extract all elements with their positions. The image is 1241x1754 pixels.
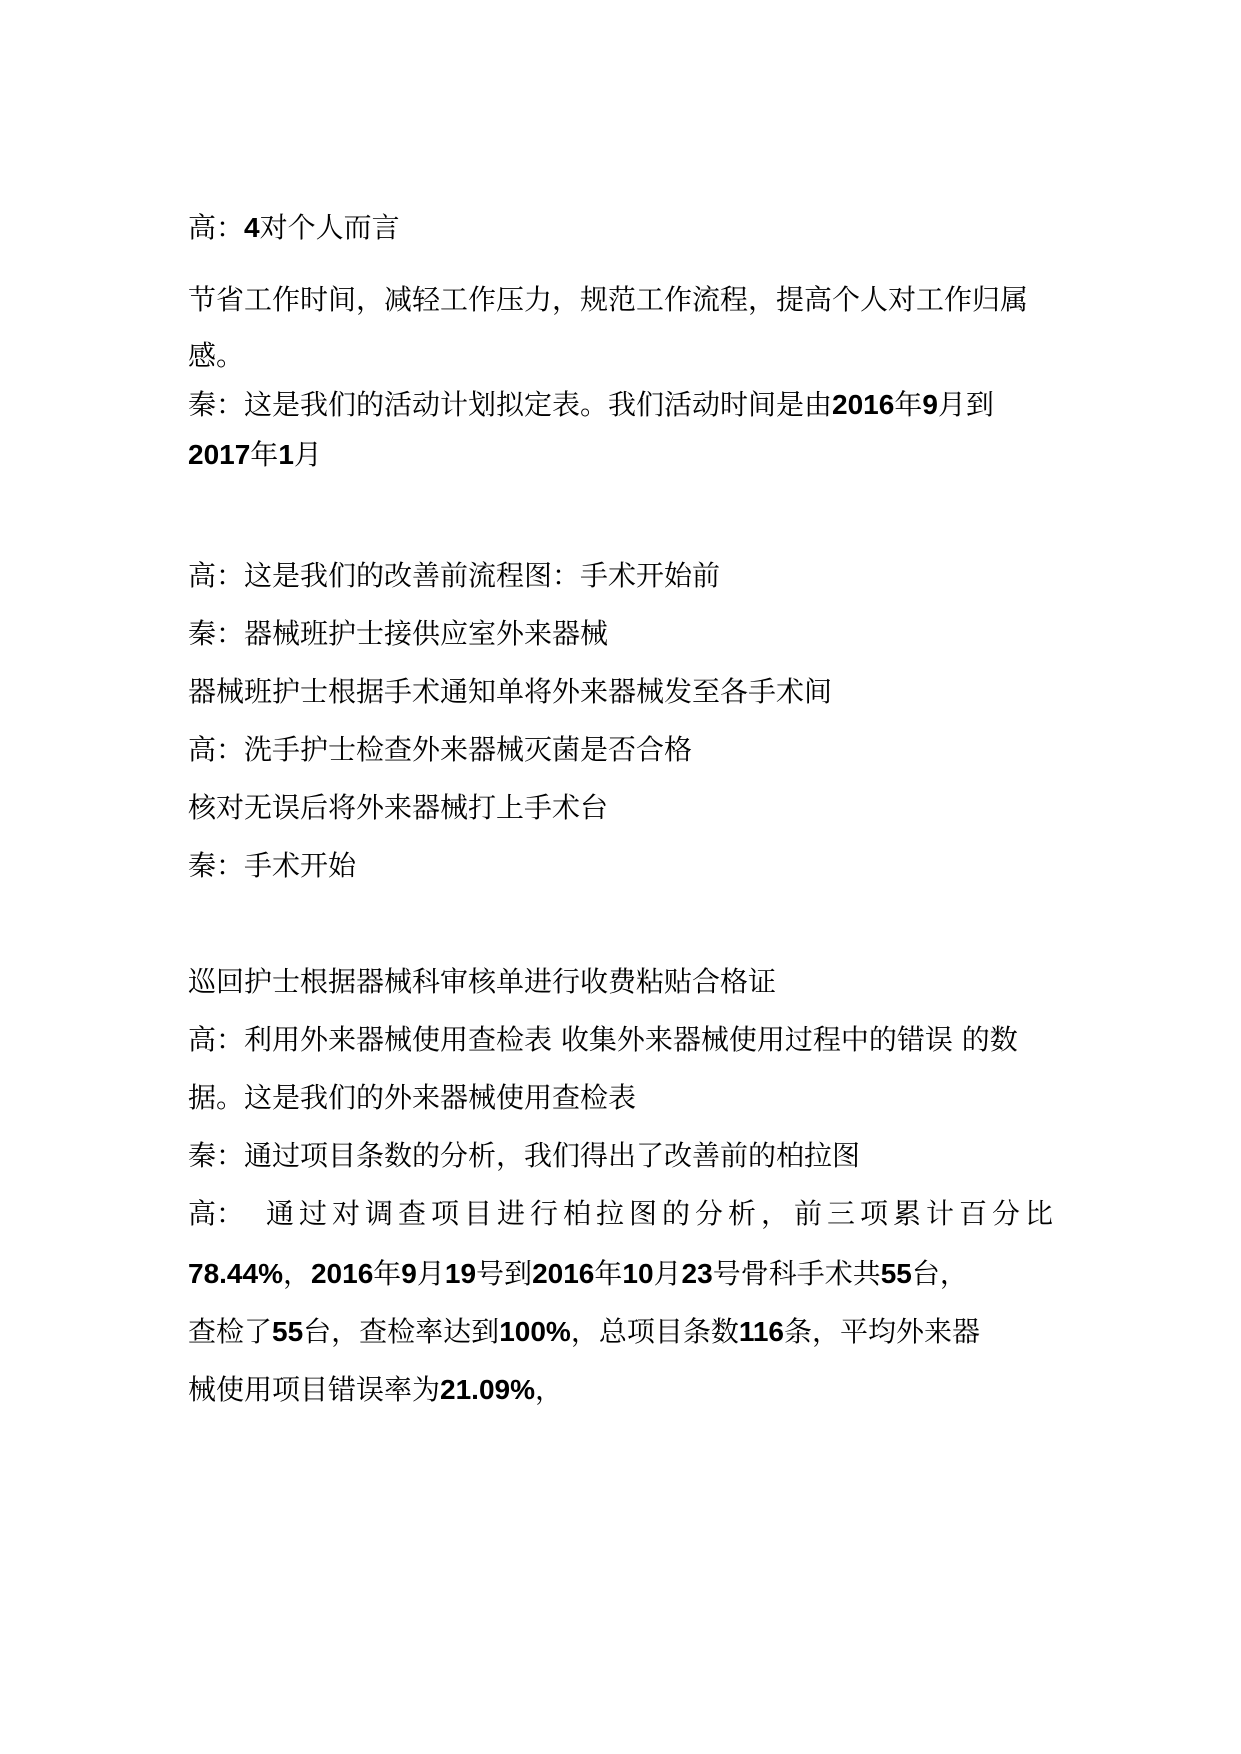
text-segment: ， xyxy=(282,1257,311,1290)
text-segment: 台，查检率达到 xyxy=(303,1315,500,1348)
text-segment: 号骨科手术共 xyxy=(712,1257,881,1290)
number: 2016 xyxy=(532,1258,595,1289)
text-segment: 秦：通过项目条数的分析，我们得出了改善前的柏拉图 xyxy=(188,1139,861,1172)
text-line-19 xyxy=(188,1370,563,1410)
text-line-8 xyxy=(188,672,832,712)
number: 1 xyxy=(278,439,294,470)
text-line-6 xyxy=(188,556,720,596)
text-line-9 xyxy=(188,730,692,770)
text-segment: ， xyxy=(534,1373,563,1406)
text-line-17 xyxy=(188,1254,968,1294)
number: 100% xyxy=(499,1316,571,1347)
text-segment: 器械班护士根据手术通知单将外来器械发至各手术间 xyxy=(188,675,833,708)
number: 9 xyxy=(401,1258,417,1289)
text-segment: 秦：器械班护士接供应室外来器械 xyxy=(188,617,609,650)
number: 2016 xyxy=(832,389,895,420)
number: 55 xyxy=(272,1316,304,1347)
number: 2016 xyxy=(310,1258,374,1289)
speaker-gao: 高： xyxy=(188,1197,245,1230)
text-line-1 xyxy=(188,208,400,248)
number: 2017 xyxy=(188,439,251,470)
text-line-11 xyxy=(188,846,356,886)
text-segment: 秦：手术开始 xyxy=(188,849,357,882)
text-segment: 年 xyxy=(894,388,923,421)
text-segment: 年 xyxy=(594,1257,623,1290)
text-segment: 通过对调查项目进行柏拉图的分析，前三项累计百分比 xyxy=(266,1197,1059,1230)
speaker-gao: 高： xyxy=(188,211,245,244)
text-segment: 年 xyxy=(373,1257,402,1290)
text-line-18 xyxy=(188,1312,980,1352)
text-segment: 秦：这是我们的活动计划拟定表。我们活动时间是由 xyxy=(188,388,833,421)
number: 55 xyxy=(880,1258,912,1289)
text-line-10 xyxy=(188,788,608,828)
number: 4 xyxy=(244,212,260,243)
text-line-12 xyxy=(188,962,776,1002)
number: 9 xyxy=(922,389,938,420)
text-segment: 月 xyxy=(293,438,322,471)
text-segment: 条，平均外来器 xyxy=(784,1315,981,1348)
text-segment: 月 xyxy=(653,1257,682,1290)
number: 21.09% xyxy=(440,1374,535,1405)
text-line-7 xyxy=(188,614,608,654)
text-segment: 巡回护士根据器械科审核单进行收费粘贴合格证 xyxy=(188,965,777,998)
text-segment: 高：利用外来器械使用查检表 收集外来器械使用过程中的错误 的数 xyxy=(188,1023,1018,1056)
text-segment: 对个人而言 xyxy=(259,211,400,244)
text-segment: 月到 xyxy=(937,388,994,421)
number: 78.44% xyxy=(188,1258,283,1289)
text-segment: 高：这是我们的改善前流程图：手术开始前 xyxy=(188,559,721,592)
text-line-4 xyxy=(188,385,994,425)
text-line-13 xyxy=(188,1020,1018,1060)
text-segment: 号到 xyxy=(476,1257,533,1290)
text-line-15 xyxy=(188,1136,860,1176)
text-segment: ，总项目条数 xyxy=(570,1315,739,1348)
text-segment: 月 xyxy=(416,1257,445,1290)
number: 116 xyxy=(738,1316,784,1347)
text-segment: 据。这是我们的外来器械使用查检表 xyxy=(188,1081,637,1114)
text-segment: 高：洗手护士检查外来器械灭菌是否合格 xyxy=(188,733,693,766)
text-segment: 查检了 xyxy=(188,1315,273,1348)
text-segment: 械使用项目错误率为 xyxy=(188,1373,441,1406)
text-segment: 年 xyxy=(250,438,279,471)
text-line-16 xyxy=(188,1194,1058,1234)
number: 10 xyxy=(622,1258,654,1289)
text-line-5 xyxy=(188,435,322,475)
number: 19 xyxy=(444,1258,477,1289)
text-line-14 xyxy=(188,1078,636,1118)
text-line-2 xyxy=(188,280,1028,320)
text-segment: 台， xyxy=(911,1257,968,1290)
text-segment: 节省工作时间，减轻工作压力，规范工作流程，提高个人对工作归属 xyxy=(188,283,1029,316)
text-segment: 核对无误后将外来器械打上手术台 xyxy=(188,791,609,824)
number: 23 xyxy=(681,1258,713,1289)
text-line-3 xyxy=(188,336,244,376)
text-segment: 感。 xyxy=(188,339,245,372)
